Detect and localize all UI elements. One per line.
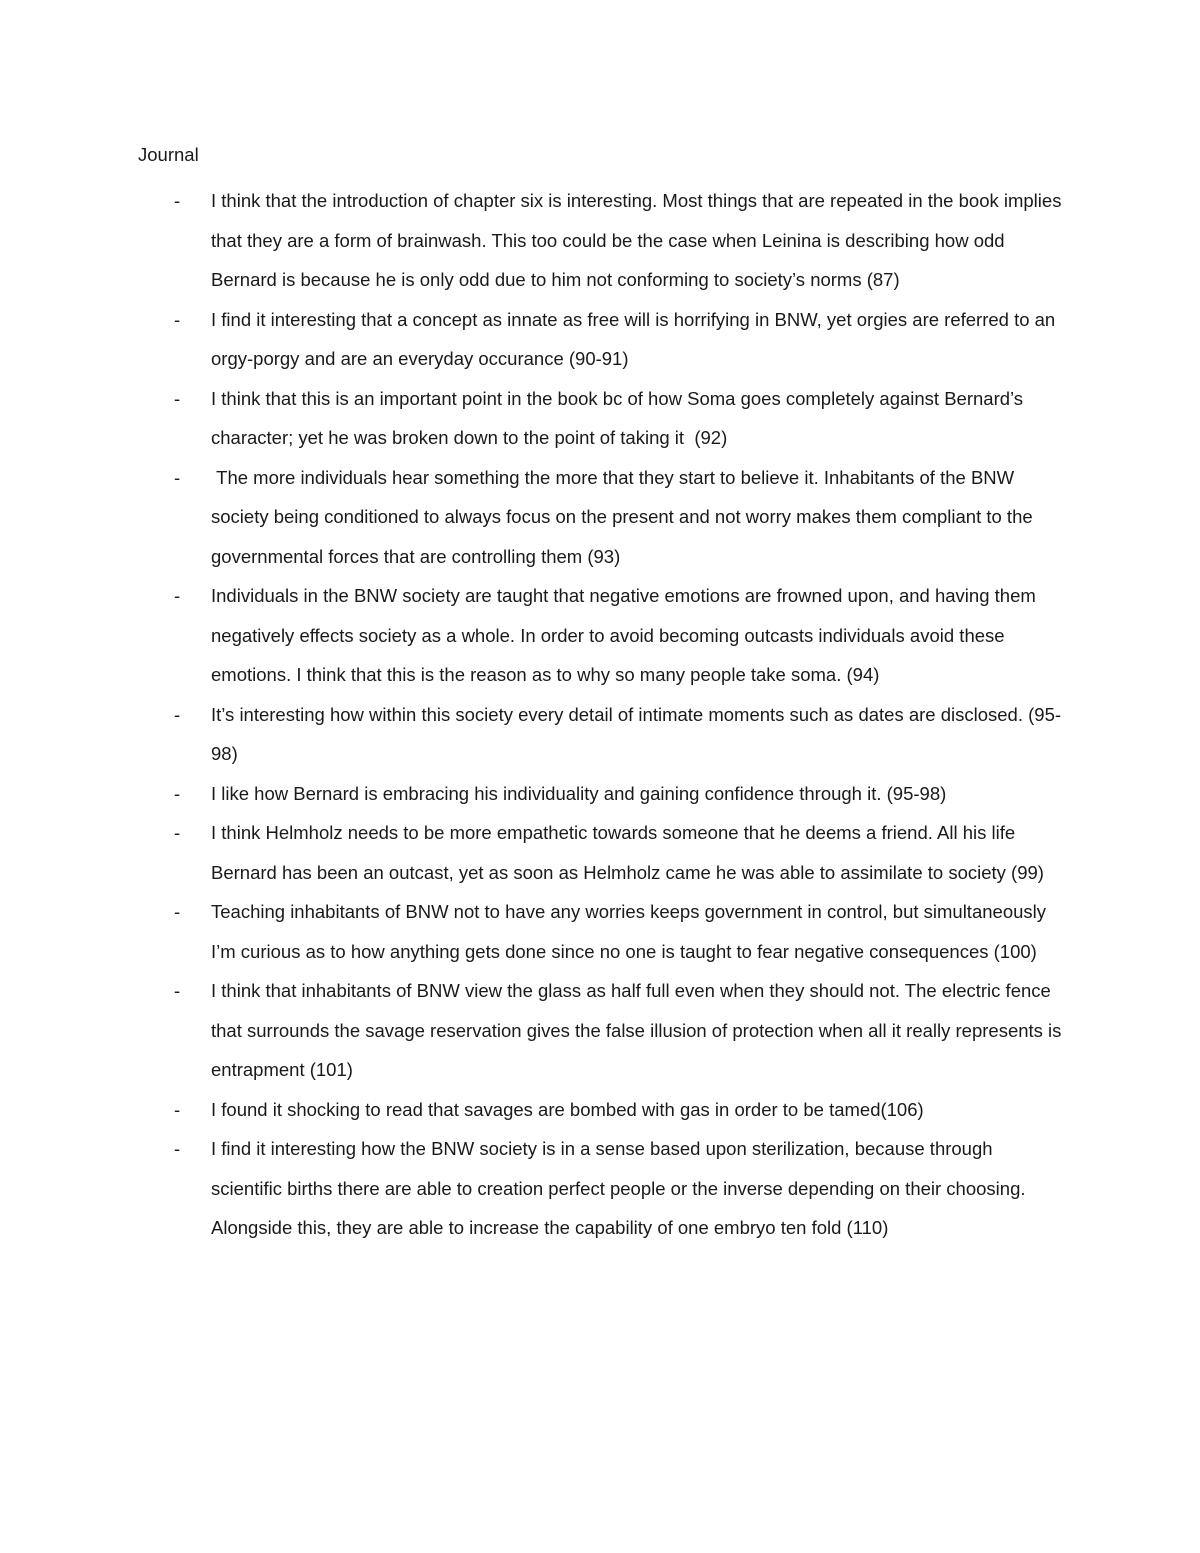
list-dash-marker: - — [174, 901, 181, 922]
list-dash-marker: - — [174, 466, 181, 488]
journal-entry — [0, 379, 1200, 458]
journal-entry-text: I like how Bernard is embracing his individuality and gaining confidence through it. (95-98) — [211, 782, 947, 804]
document-title: Journal — [138, 144, 199, 165]
journal-entry-text: Teaching inhabitants of BNW not to have any worries keeps government in control, but simultaneously I’m curious as to how anything gets done since no one is taught to fear negative consequences (100) — [211, 901, 1052, 962]
journal-entry-text: I think that inhabitants of BNW view the glass as half full even when they should not. The electric fence that surrounds the savage reservation gives the false illusion of protection when all it really represents is entrapment (101) — [211, 980, 1067, 1080]
list-dash-marker: - — [174, 1138, 181, 1159]
journal-entry — [0, 181, 1200, 300]
list-dash-marker: - — [174, 782, 181, 804]
list-dash-marker: - — [174, 190, 181, 211]
journal-entry — [0, 458, 1200, 577]
journal-entry — [0, 774, 1200, 814]
list-dash-marker: - — [174, 980, 181, 1001]
journal-entry-text: I find it interesting that a concept as innate as free will is horrifying in BNW, yet orgies are referred to an orgy-porgy and are an everyday occurance (90-91) — [211, 308, 1061, 369]
journal-entry-text: I think that this is an important point in the book bc of how Soma goes completely against Bernard’s character; yet he was broken down to the point of taking it (92) — [211, 387, 1029, 448]
journal-entry-text: The more individuals hear something the more that they start to believe it. Inhabitants of the BNW society being conditioned to always focus on the present and not worry makes them compliant to the governmental forces that are controlling them (93) — [211, 466, 1038, 567]
journal-entry — [0, 1129, 1200, 1248]
journal-entry — [0, 971, 1200, 1090]
journal-entry — [0, 1090, 1200, 1130]
journal-entry-text: I find it interesting how the BNW society is in a sense based upon sterilization, because through scientific births there are able to creation perfect people or the inverse depending on their choosing. Alongside this, they are able to increase the capability of one embryo ten fold (110) — [211, 1138, 1030, 1238]
list-dash-marker: - — [174, 703, 181, 725]
journal-entry-text: I think Helmholz needs to be more empathetic towards someone that he deems a friend. All his life Bernard has been an outcast, yet as soon as Helmholz came he was able to assimilate to society (99) — [211, 822, 1044, 883]
list-dash-marker: - — [174, 585, 181, 606]
list-dash-marker: - — [174, 822, 181, 843]
journal-entry — [0, 813, 1200, 892]
journal-entry-text: Individuals in the BNW society are taught that negative emotions are frowned upon, and having them negatively effects society as a whole. In order to avoid becoming outcasts individuals avoid these emotions. I think that this is the reason as to why so many people take soma. (94) — [211, 585, 1041, 685]
journal-entry — [0, 695, 1200, 774]
journal-entry — [0, 300, 1200, 379]
journal-entry-text: I found it shocking to read that savages are bombed with gas in order to be tamed(106) — [211, 1098, 924, 1120]
journal-entry-list — [0, 181, 1200, 1248]
list-dash-marker: - — [174, 308, 181, 330]
journal-entry-text: It’s interesting how within this society every detail of intimate moments such as dates are disclosed. (95-98) — [211, 703, 1062, 764]
list-dash-marker: - — [174, 387, 181, 409]
list-dash-marker: - — [174, 1098, 181, 1120]
journal-entry — [0, 576, 1200, 695]
journal-entry-text: I think that the introduction of chapter six is interesting. Most things that are repeated in the book implies that they are a form of brainwash. This too could be the case when Leinina is describing how odd Bernard is because he is only odd due to him not conforming to society’s norms (87) — [211, 190, 1067, 290]
journal-entry — [0, 892, 1200, 971]
